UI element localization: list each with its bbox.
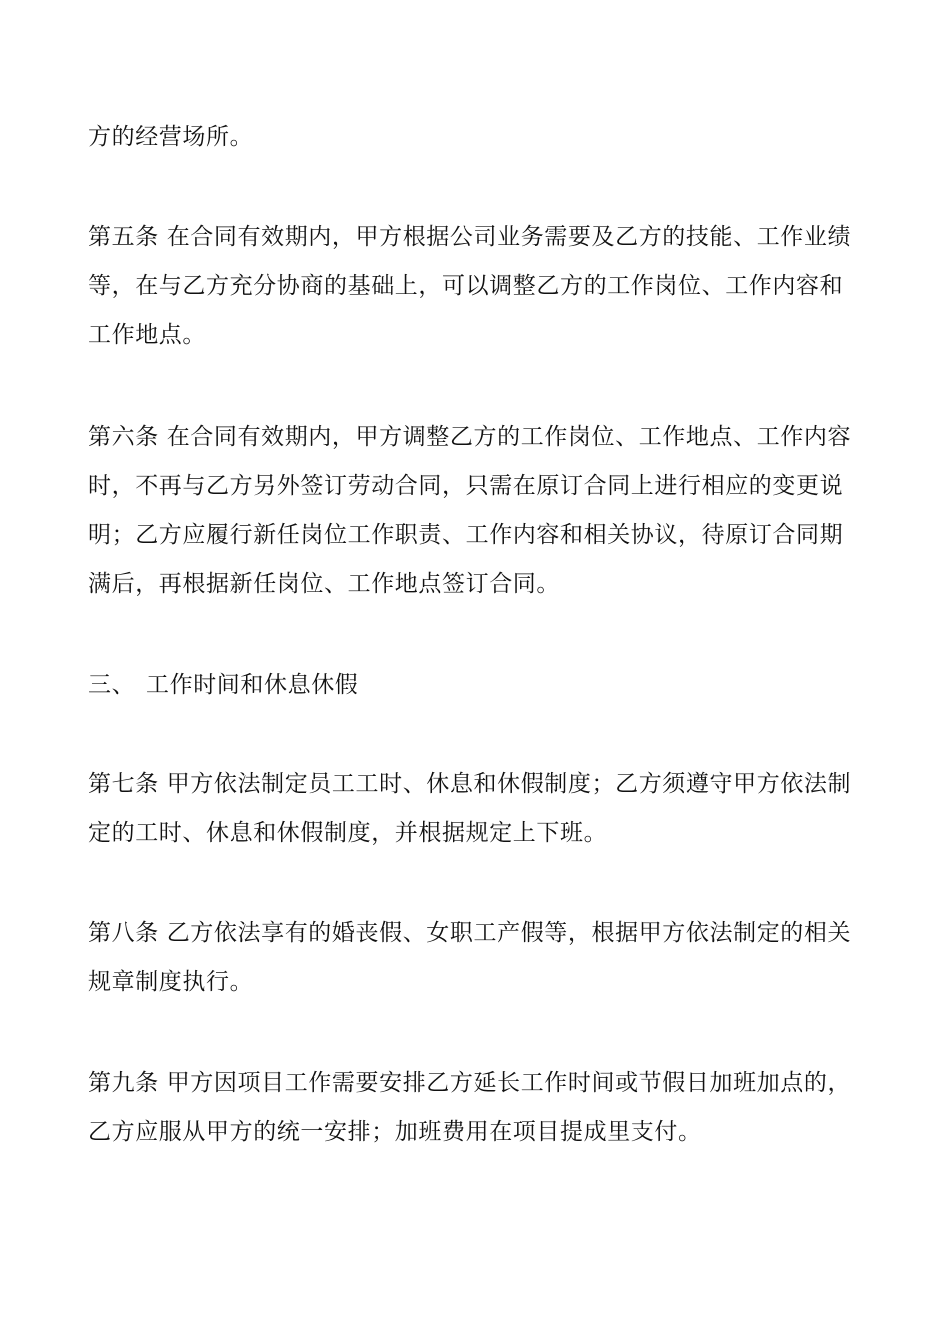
article-7-line-1: 第七条 甲方依法制定员工工时、休息和休假制度；乙方须遵守甲方依法制 xyxy=(88,771,852,797)
article-6-line-3: 明；乙方应履行新任岗位工作职责、工作内容和相关协议，待原订合同期 xyxy=(88,522,844,548)
article-6-line-2: 时，不再与乙方另外签订劳动合同，只需在原订合同上进行相应的变更说 xyxy=(88,473,844,499)
article-9-line-1: 第九条 甲方因项目工作需要安排乙方延长工作时间或节假日加班加点的， xyxy=(88,1070,852,1096)
article-9-line-2: 乙方应服从甲方的统一安排；加班费用在项目提成里支付。 xyxy=(88,1119,702,1145)
article-6-line-1: 第六条 在合同有效期内，甲方调整乙方的工作岗位、工作地点、工作内容 xyxy=(88,424,852,450)
section-heading xyxy=(88,669,358,701)
article-6-line-4: 满后，再根据新任岗位、工作地点签订合同。 xyxy=(88,571,560,597)
section-heading-number: 三、 xyxy=(88,672,136,698)
section-heading-title: 工作时间和休息休假 xyxy=(146,672,359,698)
article-5-line-2: 等，在与乙方充分协商的基础上，可以调整乙方的工作岗位、工作内容和 xyxy=(88,273,844,299)
article-8-line-2: 规章制度执行。 xyxy=(88,969,254,995)
article-5-line-3: 工作地点。 xyxy=(88,322,206,348)
article-5-line-1: 第五条 在合同有效期内，甲方根据公司业务需要及乙方的技能、工作业绩 xyxy=(88,224,852,250)
paragraph-line: 方的经营场所。 xyxy=(88,124,254,150)
article-8-line-1: 第八条 乙方依法享有的婚丧假、女职工产假等，根据甲方依法制定的相关 xyxy=(88,920,852,946)
article-7-line-2: 定的工时、休息和休假制度，并根据规定上下班。 xyxy=(88,820,608,846)
